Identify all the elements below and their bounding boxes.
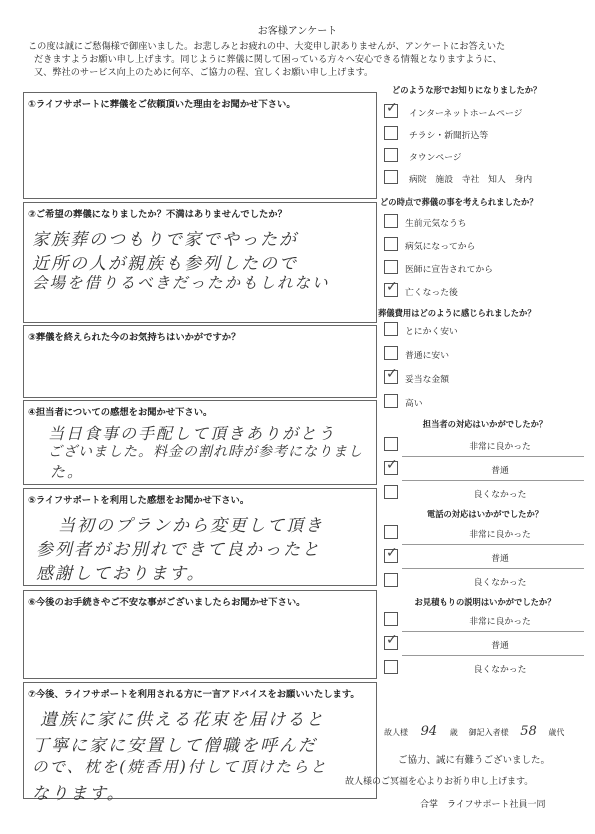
option-divider <box>402 568 584 569</box>
option-divider <box>402 456 584 457</box>
staff_response-checkbox-0[interactable] <box>384 437 398 451</box>
check-mark-icon: ✓ <box>386 366 398 382</box>
when_considered-checkbox-2[interactable] <box>384 260 398 274</box>
estimate_explanation-checkbox-2[interactable] <box>384 660 398 674</box>
how_known-checkbox-0[interactable] <box>384 100 398 118</box>
estimate_explanation-checkbox-1[interactable] <box>384 632 398 650</box>
handwritten-line: 丁寧に家に安置して僧職を呼んだ <box>32 736 317 756</box>
question-4-box[interactable] <box>23 400 377 485</box>
when_considered-option-label: 生前元気なうち <box>405 219 467 229</box>
cost_feeling-option-label: 高い <box>405 399 423 409</box>
question-7-box[interactable] <box>23 682 377 804</box>
how_known-checkbox-1[interactable] <box>384 126 398 140</box>
check-mark-icon: ✓ <box>386 545 398 561</box>
handwritten-line: 当日食事の手配して頂きありがとう <box>48 424 337 443</box>
estimate_explanation-checkbox-0[interactable] <box>384 612 398 626</box>
option-divider <box>402 544 584 545</box>
thanks-text: ご協力、誠に有難うございました。 <box>398 755 551 766</box>
staff_response-option-label: 良くなかった <box>473 490 527 500</box>
cost_feeling-option-label: 普通に安い <box>405 351 449 361</box>
handwritten-line: 遺族に家に供える花束を届けると <box>40 710 325 730</box>
respondent-label: 御記入者様 <box>468 728 509 737</box>
handwritten-line: ので、枕を(焼香用)付して頂けたらと <box>32 758 328 776</box>
respondent-unit: 歳代 <box>548 728 565 737</box>
how_known-checkbox-3[interactable] <box>384 170 398 184</box>
staff_response-option-label: 普通 <box>491 466 509 476</box>
phone_response-checkbox-2[interactable] <box>384 573 398 587</box>
when_considered-checkbox-3[interactable] <box>384 279 398 297</box>
question-2-heading: ②ご希望の葬儀になりましたか？不満はありませんでしたか？ <box>28 209 287 220</box>
phone_response-option-label: 普通 <box>491 554 509 564</box>
phone_response-heading: 電話の対応はいかがでしたか？ <box>426 509 544 519</box>
estimate_explanation-heading: お見積もりの説明はいかがでしたか？ <box>414 597 556 607</box>
handwritten-line: 参列者がお別れできて良かったと <box>36 540 321 560</box>
intro-line: 又、弊社のサービス向上のために何卒、ご協力の程、宜しくお願い申し上げます。 <box>34 67 374 78</box>
deceased-age: 94 <box>420 724 438 739</box>
handwritten-line: た。 <box>50 463 85 481</box>
cost_feeling-checkbox-3[interactable] <box>384 394 398 408</box>
age-unit: 歳 <box>449 728 458 737</box>
handwritten-line: ございました。料金の割れ時が参考になりまし <box>48 444 363 460</box>
handwritten-line: なります。 <box>32 784 126 804</box>
question-3-heading: ③葬儀を終えられた今のお気持ちはいかがですか？ <box>28 332 241 343</box>
question-1-box[interactable] <box>23 92 377 199</box>
when_considered-option-label: 医師に宣告されてから <box>405 265 493 275</box>
when_considered-option-label: 亡くなった後 <box>405 288 458 298</box>
staff_response-checkbox-1[interactable] <box>384 457 398 475</box>
handwritten-line: 感謝しております。 <box>36 564 206 584</box>
cost_feeling-option-label: とにかく安い <box>405 327 458 337</box>
deceased-label: 故人様 <box>384 728 408 737</box>
signature-text: 合掌 ライフサポート社員一同 <box>420 800 546 810</box>
option-divider <box>402 480 584 481</box>
phone_response-option-label: 非常に良かった <box>469 530 531 540</box>
how_known-option-label: タウンページ <box>409 153 462 163</box>
check-mark-icon: ✓ <box>386 100 398 116</box>
question-2-box[interactable] <box>23 202 377 323</box>
respondent-age: 58 <box>520 724 537 739</box>
how_known-heading: どのような形でお知りになりましたか？ <box>392 85 542 95</box>
how_known-option-label: インターネットホームページ <box>409 109 523 119</box>
phone_response-checkbox-1[interactable] <box>384 545 398 563</box>
question-6-heading: ⑥今後のお手続きやご不安な事がございましたらお聞かせ下さい。 <box>28 597 306 608</box>
question-5-box[interactable] <box>23 488 377 586</box>
question-1-heading: ①ライフサポートに葬儀をご依頼頂いた理由をお聞かせ下さい。 <box>28 99 296 110</box>
estimate_explanation-option-label: 良くなかった <box>473 665 527 675</box>
handwritten-line: 家族葬のつもりで家でやったが <box>32 230 298 250</box>
how_known-option-label: チラシ・新聞折込等 <box>409 131 489 141</box>
question-3-box[interactable] <box>23 325 377 398</box>
estimate_explanation-option-label: 非常に良かった <box>469 617 531 627</box>
staff_response-checkbox-2[interactable] <box>384 485 398 499</box>
cost_feeling-checkbox-1[interactable] <box>384 346 398 360</box>
question-6-box[interactable] <box>23 590 377 679</box>
staff_response-option-label: 非常に良かった <box>469 442 531 452</box>
how_known-checkbox-2[interactable] <box>384 148 398 162</box>
question-5-heading: ⑤ライフサポートを利用した感想をお聞かせ下さい。 <box>28 495 250 506</box>
staff_response-heading: 担当者の対応はいかがでしたか？ <box>422 419 548 429</box>
when_considered-heading: どの時点で葬儀の事を考えられましたか？ <box>380 197 538 207</box>
handwritten-line: 会場を借りるべきだったかもしれない <box>32 274 330 292</box>
option-divider <box>402 631 584 632</box>
how_known-option-label: 病院 施設 寺社 知人 身内 <box>409 175 533 185</box>
handwritten-line: 近所の人が親族も参列したので <box>32 254 298 274</box>
handwritten-line: 当初のプランから変更して頂き <box>58 516 324 536</box>
intro-line: だきますようお願い申し上げます。同じように葬儀に関して困っている方々へ安心できる情報となりますように、 <box>34 54 502 65</box>
intro-text <box>28 40 568 79</box>
when_considered-checkbox-0[interactable] <box>384 214 398 228</box>
when_considered-checkbox-1[interactable] <box>384 237 398 251</box>
check-mark-icon: ✓ <box>386 457 398 473</box>
cost_feeling-checkbox-2[interactable] <box>384 366 398 384</box>
intro-line: この度は誠にご愁傷様で御座いました。お悲しみとお疲れの中、大変申し訳ありませんが、アンケートにお答えいた <box>28 41 506 52</box>
survey-title: お客様アンケート <box>257 26 338 37</box>
phone_response-option-label: 良くなかった <box>473 578 527 588</box>
option-divider <box>402 655 584 656</box>
question-4-heading: ④担当者についての感想をお聞かせ下さい。 <box>28 407 213 418</box>
age-line <box>384 724 564 739</box>
check-mark-icon: ✓ <box>386 279 398 295</box>
cost_feeling-option-label: 妥当な金額 <box>405 375 449 385</box>
phone_response-checkbox-0[interactable] <box>384 525 398 539</box>
when_considered-option-label: 病気になってから <box>405 242 476 252</box>
cost_feeling-heading: 葬儀費用はどのように感じられましたか？ <box>378 308 536 318</box>
prayer-text: 故人様のご冥福を心よりお祈り申し上げます。 <box>345 777 534 787</box>
check-mark-icon: ✓ <box>386 632 398 648</box>
estimate_explanation-option-label: 普通 <box>491 641 509 651</box>
question-7-heading: ⑦今後、ライフサポートを利用される方に一言アドバイスをお願いいたします。 <box>28 689 360 700</box>
cost_feeling-checkbox-0[interactable] <box>384 322 398 336</box>
